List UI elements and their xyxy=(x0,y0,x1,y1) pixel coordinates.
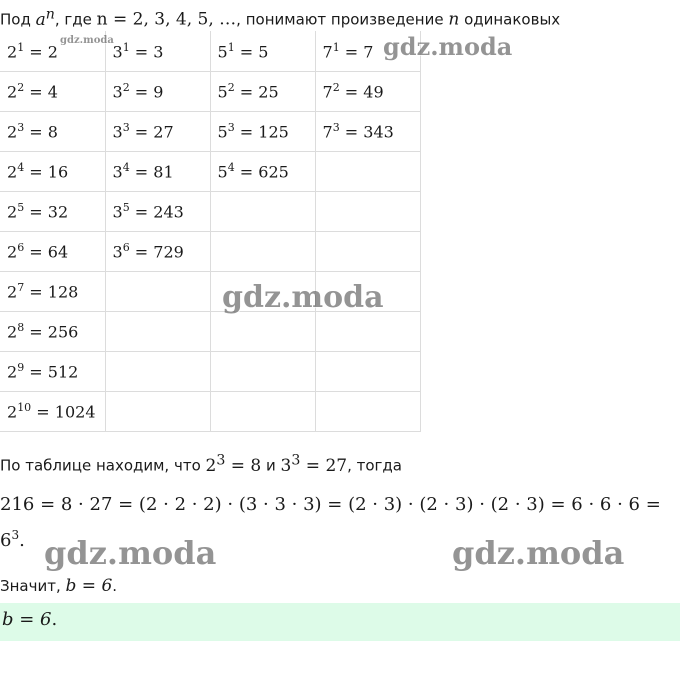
watermark: gdz.moda xyxy=(222,280,384,315)
table-cell: $5^1 = 5$ xyxy=(210,31,315,71)
table-cell: $2^2 = 4$ xyxy=(0,71,105,111)
table-cell xyxy=(315,351,420,391)
intro-text xyxy=(0,6,560,30)
table-cell xyxy=(105,391,210,431)
table-cell xyxy=(315,391,420,431)
table-cell: $2^1 = 2$ xyxy=(0,31,105,71)
table-row xyxy=(0,351,420,391)
intro-n-var: n xyxy=(448,9,460,30)
equation-line-1: 216 = 8 · 27 = (2 · 2 · 2) · (3 · 3 · 3) = (2 · 3) · (2 · 3) · (2 · 3) = 6 · 6 · 6 = xyxy=(0,494,661,515)
table-cell: $7^3 = 343$ xyxy=(315,111,420,151)
table-cell: $2^6 = 64$ xyxy=(0,231,105,271)
table-cell: $3^6 = 729$ xyxy=(105,231,210,271)
table-cell: $2^9 = 512$ xyxy=(0,351,105,391)
table-cell: $2^5 = 32$ xyxy=(0,191,105,231)
table-cell: $7^1 = 7$ xyxy=(315,31,420,71)
paragraph-conclusion: Значит, b = 6. xyxy=(0,576,118,596)
intro-middle: , где xyxy=(54,10,97,29)
table-cell: $5^2 = 25$ xyxy=(210,71,315,111)
table-cell xyxy=(210,311,315,351)
table-cell: $2^8 = 256$ xyxy=(0,311,105,351)
answer-box: b = 6. xyxy=(0,603,680,641)
table-cell: $2^4 = 16$ xyxy=(0,151,105,191)
watermark: gdz.moda xyxy=(60,35,114,46)
table-row xyxy=(0,231,420,271)
table-cell xyxy=(105,271,210,311)
paragraph-find: По таблице находим, что $2^3 = 8$ и $3^3 = 27$, тогда xyxy=(0,452,402,476)
table-cell: $7^2 = 49$ xyxy=(315,71,420,111)
table-cell xyxy=(315,151,420,191)
table-cell xyxy=(210,191,315,231)
table-cell: $3^1 = 3$ xyxy=(105,31,210,71)
table-cell xyxy=(315,191,420,231)
table-cell xyxy=(210,351,315,391)
table-row xyxy=(0,311,420,351)
table-row xyxy=(0,111,420,151)
table-cell: $2^{10} = 1024$ xyxy=(0,391,105,431)
equation-line-2: $6^3$. xyxy=(0,528,25,551)
table-row xyxy=(0,151,420,191)
watermark: gdz.moda xyxy=(452,534,625,572)
table-cell: $5^4 = 625$ xyxy=(210,151,315,191)
table-cell xyxy=(105,311,210,351)
table-row xyxy=(0,71,420,111)
table-cell xyxy=(105,351,210,391)
watermark: gdz.moda xyxy=(383,32,513,61)
table-cell: $3^5 = 243$ xyxy=(105,191,210,231)
powers-table xyxy=(0,31,421,432)
table-cell: $2^3 = 8$ xyxy=(0,111,105,151)
table-cell: $3^4 = 81$ xyxy=(105,151,210,191)
table-cell xyxy=(210,231,315,271)
table-row xyxy=(0,191,420,231)
table-row xyxy=(0,391,420,431)
intro-prefix: Под xyxy=(0,10,36,29)
table-cell xyxy=(210,391,315,431)
table-cell: $2^7 = 128$ xyxy=(0,271,105,311)
intro-suffix: , понимают произведение xyxy=(236,10,449,29)
table-cell: $3^3 = 27$ xyxy=(105,111,210,151)
table-cell: $5^3 = 125$ xyxy=(210,111,315,151)
table-cell: $3^2 = 9$ xyxy=(105,71,210,111)
intro-n-values: n = 2, 3, 4, 5, … xyxy=(96,9,237,30)
intro-end: одинаковых xyxy=(459,10,561,29)
table-cell xyxy=(315,311,420,351)
watermark: gdz.moda xyxy=(44,534,217,572)
table-cell xyxy=(315,231,420,271)
intro-expr: $a^n$ xyxy=(35,6,55,30)
